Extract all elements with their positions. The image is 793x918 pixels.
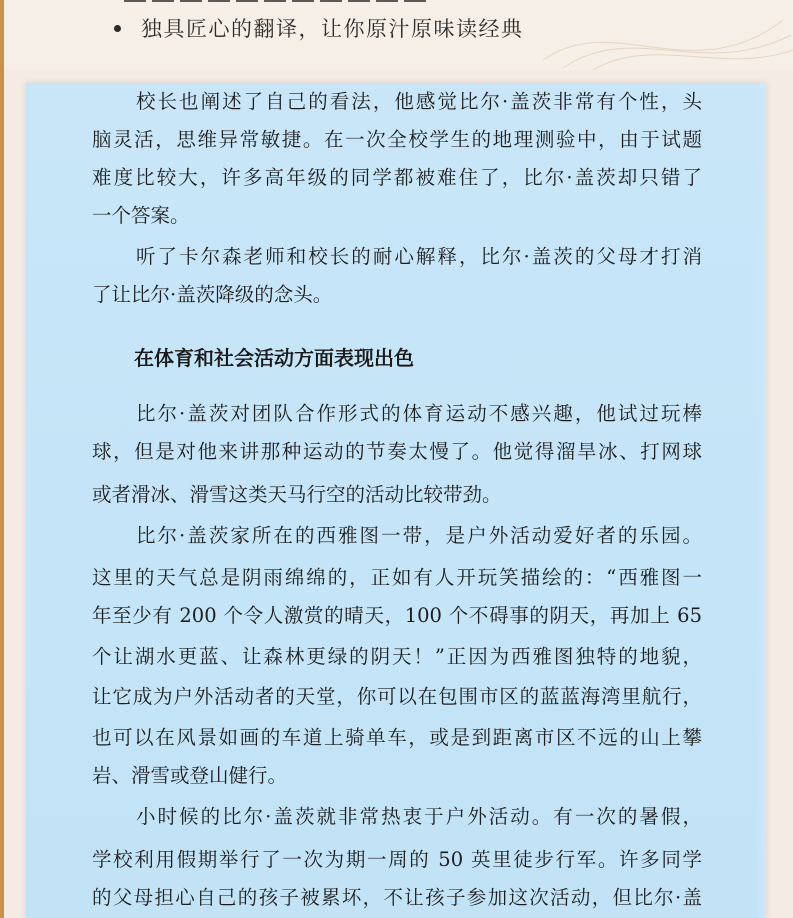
text-line: 一个答案。: [92, 204, 190, 227]
text-line: 小时候的比尔·盖茨就非常热衷于户外活动。有一次的暑假，: [136, 805, 702, 828]
text-line: 岩、滑雪或登山健行。: [92, 764, 288, 787]
text-line: 这里的天气总是阴雨绵绵的，正如有人开玩笑描绘的：“西雅图一: [92, 566, 702, 589]
feature-bullet: [114, 14, 524, 42]
text-line: 校长也阐述了自己的看法，他感觉比尔·盖茨非常有个性，头: [136, 90, 702, 113]
text-line: 比尔·盖茨家所在的西雅图一带，是户外活动爱好者的乐园。: [136, 524, 702, 547]
feature-bullet-text: 独具匠心的翻译，让你原汁原味读经典: [141, 17, 524, 41]
promo-header: [4, 0, 793, 70]
decorative-swirl-pattern: [533, 0, 793, 70]
text-line: 球，但是对他来讲那种运动的节奏太慢了。他觉得溜旱冰、打网球: [92, 440, 702, 463]
text-line: 了让比尔·盖茨降级的念头。: [92, 283, 333, 306]
text-line: 也可以在风景如画的车道上骑单车，或是到距离市区不远的山上攀: [92, 726, 702, 749]
text-line: 年至少有 200 个令人激赏的晴天，100 个不碍事的阴天，再加上 65: [92, 604, 702, 627]
text-line: 或者滑冰、滑雪这类天马行空的活动比较带劲。: [92, 483, 502, 506]
book-page-scan: [26, 83, 766, 918]
page-edge-shadow: [756, 83, 766, 918]
text-line: 让它成为户外活动者的天堂，你可以在包围市区的蓝蓝海湾里航行，: [92, 685, 702, 708]
text-line: 的父母担心自己的孩子被累坏，不让孩子参加这次活动，但比尔·盖: [92, 886, 702, 909]
text-line: 脑灵活，思维异常敏捷。在一次全校学生的地理测验中，由于试题: [92, 128, 702, 151]
cropped-previous-line: [124, 0, 484, 2]
section-heading: 在体育和社会活动方面表现出色: [134, 346, 414, 370]
text-line: 个让湖水更蓝、让森林更绿的阴天！”正因为西雅图独特的地貌，: [92, 645, 702, 668]
left-frame-border: [0, 0, 4, 918]
text-line: 比尔·盖茨对团队合作形式的体育运动不感兴趣，他试过玩棒: [136, 402, 702, 425]
bullet-icon: [114, 25, 121, 32]
text-line: 听了卡尔森老师和校长的耐心解释，比尔·盖茨的父母才打消: [136, 245, 702, 268]
text-line: 难度比较大，许多高年级的同学都被难住了，比尔·盖茨却只错了: [92, 166, 702, 189]
text-line: 学校利用假期举行了一次为期一周的 50 英里徒步行军。许多同学: [92, 848, 702, 871]
